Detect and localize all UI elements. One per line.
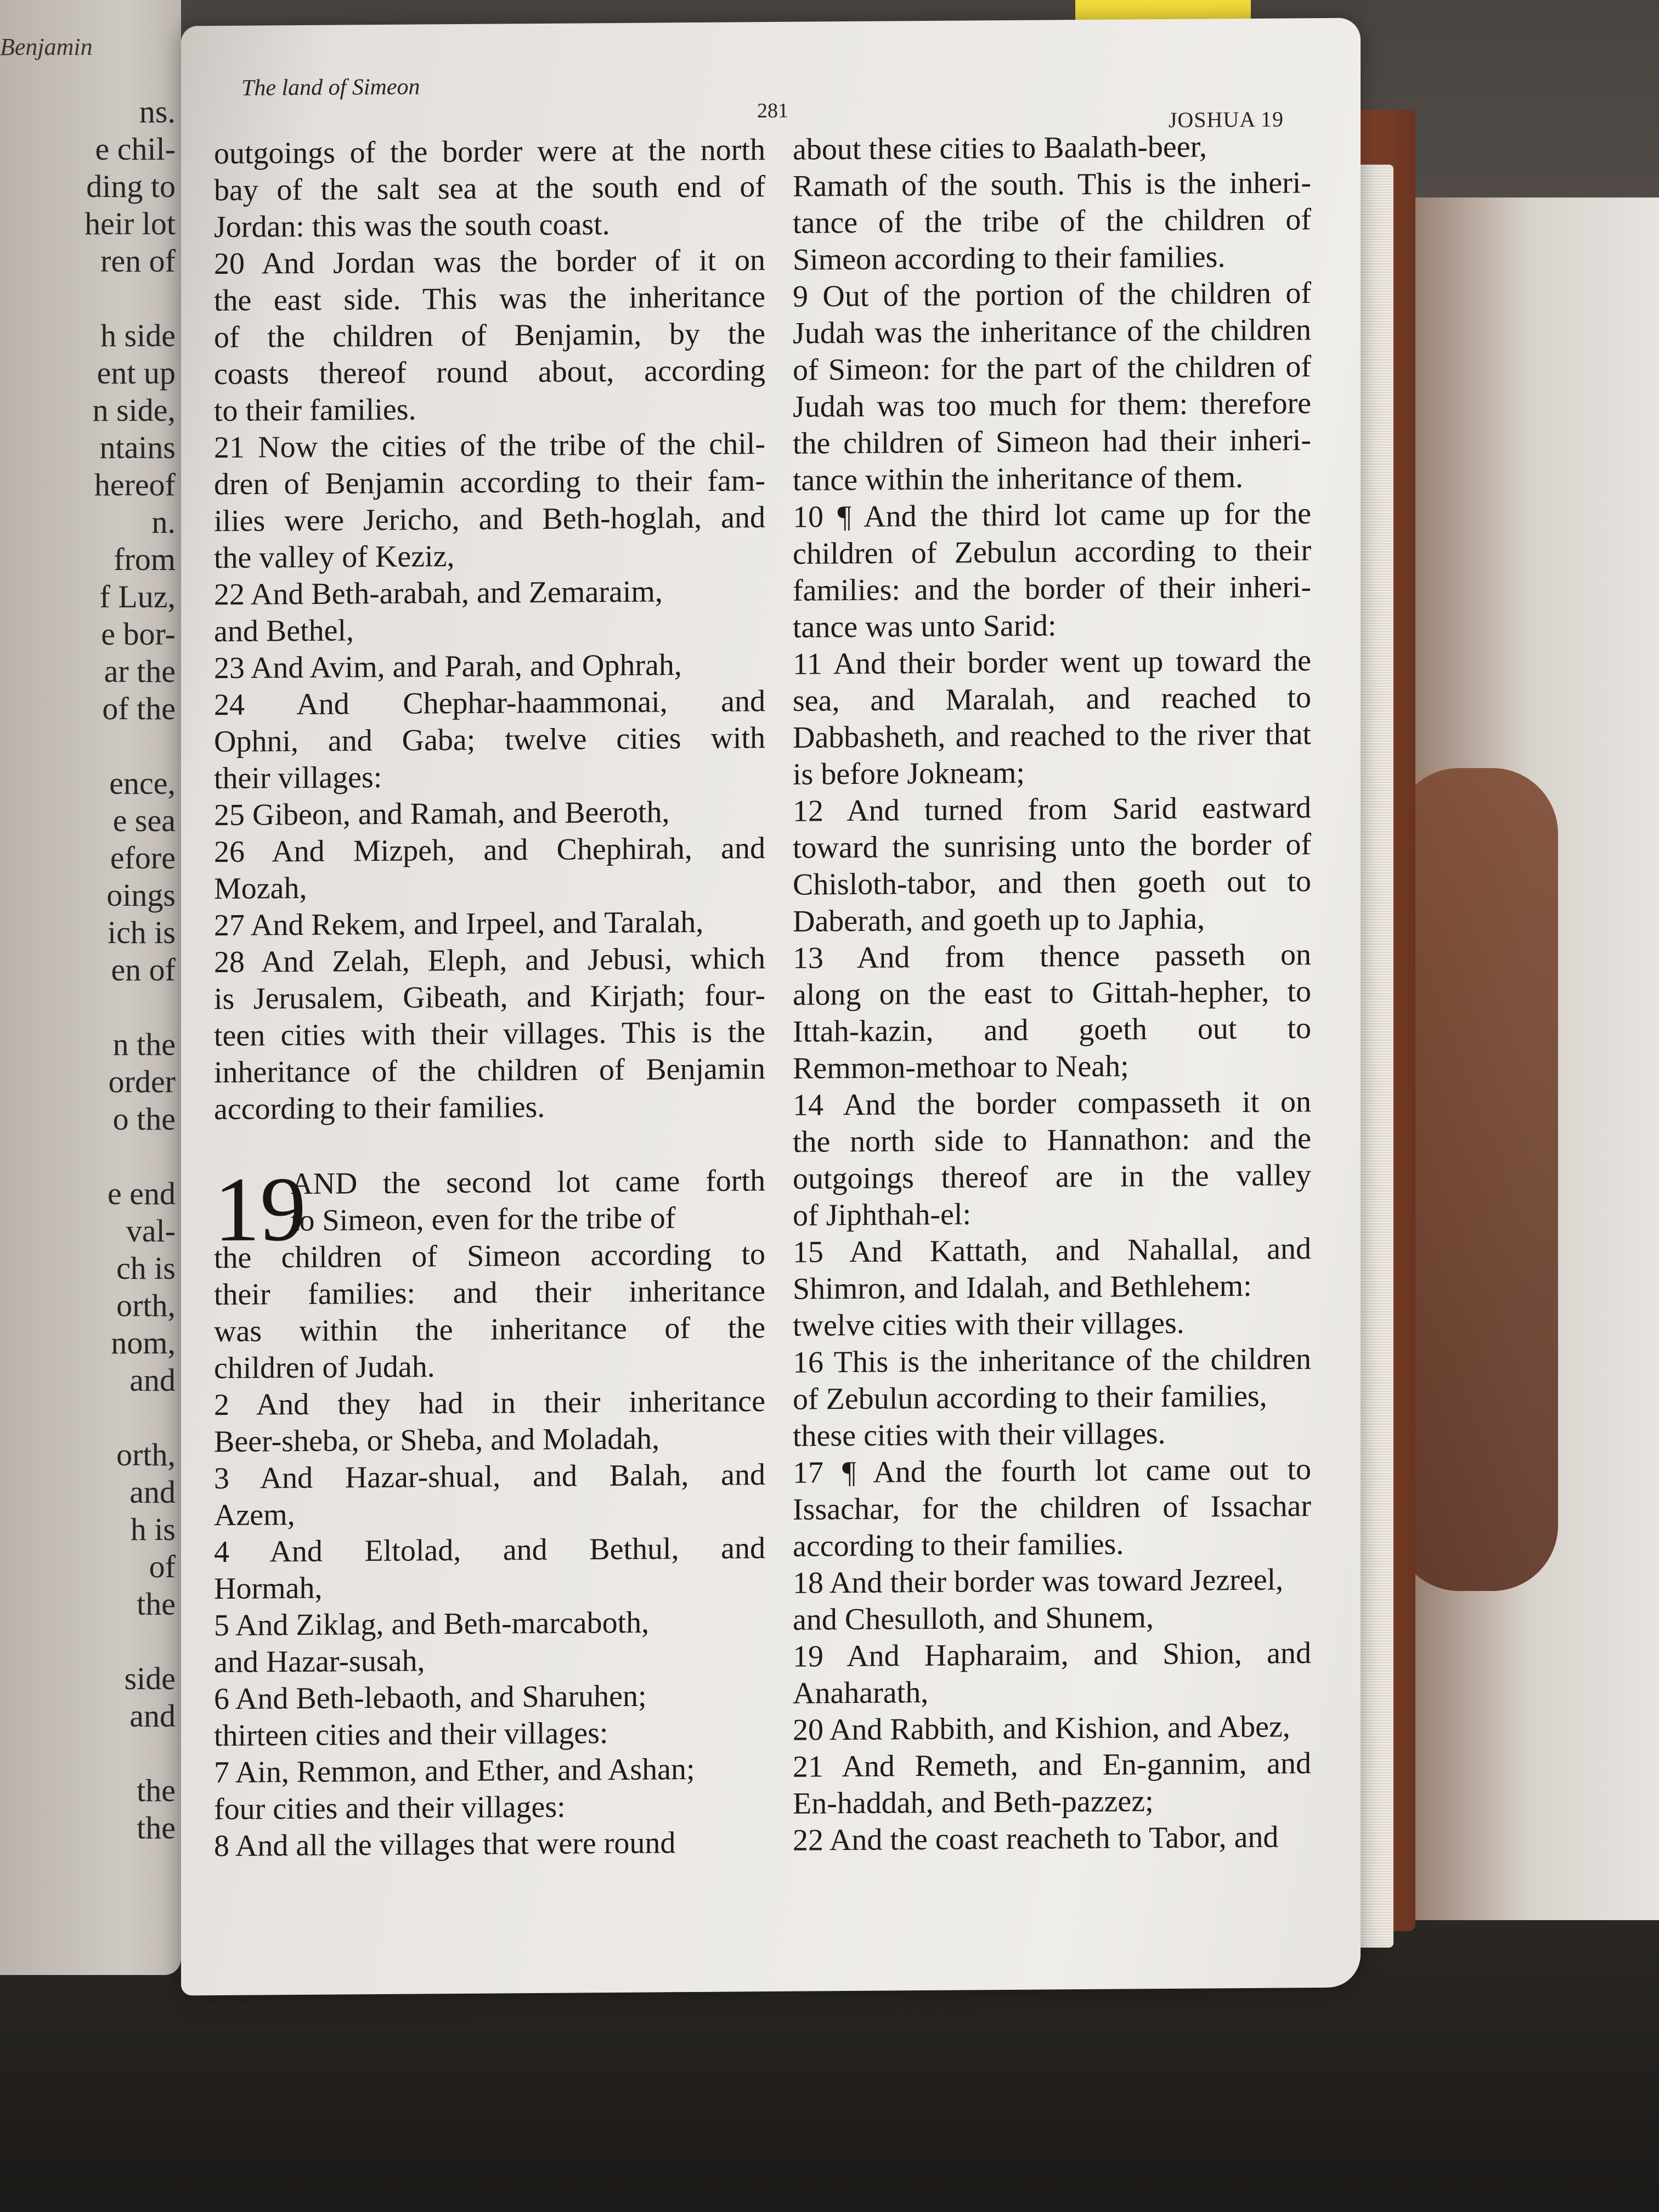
text-line: four cities and their villages: xyxy=(214,1790,566,1827)
left-page-fragment: e sea xyxy=(112,803,176,838)
left-page-fragment: and xyxy=(129,1698,176,1734)
left-page-fragment: from xyxy=(114,541,176,577)
text-line: was within the inheritance of the xyxy=(214,1311,765,1349)
left-page-fragment: the xyxy=(137,1810,176,1846)
left-page-fragment: the xyxy=(137,1586,176,1622)
text-line: 5 And Ziklag, and Beth-marcaboth, xyxy=(214,1605,650,1643)
text-line: ilies were Jericho, and Beth-hoglah, and xyxy=(214,500,765,539)
text-line: according to their families. xyxy=(214,1090,545,1127)
text-line: Issachar, for the children of Issachar xyxy=(793,1489,1311,1527)
left-page-fragment: o the xyxy=(112,1101,176,1137)
text-line: Ophni, and Gaba; twelve cities with xyxy=(214,721,765,759)
text-line: of Zebulun according to their families, xyxy=(793,1379,1267,1417)
left-page-fragment: orth, xyxy=(116,1288,176,1323)
text-line: 27 And Rekem, and Irpeel, and Taralah, xyxy=(214,905,704,943)
text-line: the children of Simeon had their inheri- xyxy=(793,423,1311,461)
text-line: outgoings of the border were at the north xyxy=(214,133,765,171)
left-page-fragment: h side xyxy=(100,318,176,353)
text-line: Remmon-methoar to Neah; xyxy=(793,1049,1129,1086)
text-line: 21 Now the cities of the tribe of the chil- xyxy=(214,427,765,465)
text-line: 3 And Hazar-shual, and Balah, and xyxy=(214,1458,765,1496)
left-page-fragment: e end xyxy=(108,1176,176,1211)
left-page xyxy=(0,0,181,1975)
text-line: their villages: xyxy=(214,760,382,796)
text-line: bay of the salt sea at the south end of xyxy=(214,170,765,208)
text-line: 7 Ain, Remmon, and Ether, and Ashan; xyxy=(214,1752,695,1790)
left-page-fragment: ent up xyxy=(97,355,176,391)
left-page-fragment: orth, xyxy=(116,1437,176,1472)
zebulun-issachar-passage xyxy=(793,128,1311,1859)
left-page-fragment: ntains xyxy=(99,430,176,465)
right-page xyxy=(181,18,1361,1995)
text-line: Beer-sheba, or Sheba, and Moladah, xyxy=(214,1421,660,1459)
text-line: 19 And Hapharaim, and Shion, and xyxy=(793,1636,1311,1674)
text-line: 14 And the border compasseth it on xyxy=(793,1085,1311,1122)
text-line: tance was unto Sarid: xyxy=(793,608,1057,645)
text-line: 13 And from thence passeth on xyxy=(793,938,1311,975)
chapter-number: 19 xyxy=(214,1158,306,1261)
left-page-fragment: and xyxy=(129,1362,176,1398)
text-line: is Jerusalem, Gibeath, and Kirjath; four- xyxy=(214,978,765,1017)
text-line: 6 And Beth-lebaoth, and Sharuhen; xyxy=(214,1679,647,1717)
text-line: 25 Gibeon, and Ramah, and Beeroth, xyxy=(214,795,670,833)
text-line: 4 And Eltolad, and Bethul, and xyxy=(214,1531,765,1570)
text-line: 21 And Remeth, and En-gannim, and xyxy=(793,1746,1311,1784)
text-line: Ramath of the south. This is the inheri- xyxy=(793,166,1311,204)
text-line: children of Zebulun according to their xyxy=(793,533,1311,571)
text-line: Ittah-kazin, and goeth out to xyxy=(793,1011,1311,1049)
text-line: thirteen cities and their villages: xyxy=(214,1716,608,1753)
text-line: 17 ¶ And the fourth lot came out to xyxy=(793,1452,1311,1490)
text-line: coasts thereof round about, according xyxy=(214,353,765,392)
text-line: 20 And Rabbith, and Kishion, and Abez, xyxy=(793,1709,1290,1747)
text-line: the north side to Hannathon: and the xyxy=(793,1121,1311,1159)
benjamin-passage xyxy=(214,132,765,1128)
text-line: 22 And Beth-arabah, and Zemaraim, xyxy=(214,574,663,612)
left-page-fragment: e bor- xyxy=(101,616,176,652)
text-line: toward the sunrising unto the border of xyxy=(793,827,1311,865)
left-page-fragment: ding to xyxy=(86,168,176,204)
left-page-fragment: nom, xyxy=(111,1325,176,1361)
left-page-fragment: en of xyxy=(111,952,176,988)
text-line: and Chesulloth, and Shunem, xyxy=(793,1600,1154,1637)
text-line: the east side. This was the inheritance xyxy=(214,280,765,318)
left-page-fragment: n. xyxy=(151,504,176,540)
text-line: 16 This is the inheritance of the children xyxy=(793,1342,1311,1380)
page-number: 281 xyxy=(757,99,788,123)
text-line: of Simeon: for the part of the children of xyxy=(793,349,1311,387)
left-page-fragment: ns. xyxy=(139,94,176,129)
left-page-fragment: side xyxy=(124,1661,176,1696)
text-line: AND the second lot came forth xyxy=(291,1164,765,1201)
text-line: 9 Out of the portion of the children of xyxy=(793,276,1311,314)
left-page-fragment: ar the xyxy=(104,653,176,689)
text-line: 20 And Jordan was the border of it on xyxy=(214,243,765,281)
text-line: 24 And Chephar-haammonai, and xyxy=(214,684,765,723)
text-line: En-haddah, and Beth-pazzez; xyxy=(793,1784,1154,1821)
text-line: to Simeon, even for the tribe of xyxy=(291,1201,676,1238)
text-column-right xyxy=(793,128,1311,1859)
left-page-fragment: oings xyxy=(106,877,176,913)
left-page-fragment: val- xyxy=(126,1213,176,1249)
text-line: 8 And all the villages that were round xyxy=(214,1826,676,1864)
left-page-fragment: h is xyxy=(130,1511,176,1547)
text-column-left xyxy=(214,132,765,1865)
text-line: Judah was too much for them: therefore xyxy=(793,386,1311,424)
text-line: dren of Benjamin according to their fam- xyxy=(214,464,765,502)
text-line: twelve cities with their villages. xyxy=(793,1306,1184,1343)
text-line: 23 And Avim, and Parah, and Ophrah, xyxy=(214,648,682,686)
text-line: Shimron, and Idalah, and Bethlehem: xyxy=(793,1268,1252,1306)
text-line: about these cities to Baalath-beer, xyxy=(793,129,1207,167)
running-title: The land of Simeon xyxy=(241,74,420,101)
left-page-fragment: ch is xyxy=(116,1250,176,1286)
text-line: Judah was the inheritance of the children xyxy=(793,313,1311,351)
book-reference: JOSHUA 19 xyxy=(1168,106,1284,132)
text-line: and Hazar-susah, xyxy=(214,1644,425,1680)
text-line: 10 ¶ And the third lot came up for the xyxy=(793,496,1311,534)
text-line: 28 And Zelah, Eleph, and Jebusi, which xyxy=(214,941,765,980)
text-line: 2 And they had in their inheritance xyxy=(214,1384,765,1423)
text-line: according to their families. xyxy=(793,1527,1124,1564)
left-page-fragment: order xyxy=(108,1064,176,1099)
text-line: Dabbasheth, and reached to the river that xyxy=(793,717,1311,755)
left-page-fragment: f Luz, xyxy=(99,579,176,614)
left-page-fragment: heir lot xyxy=(84,206,176,241)
text-line: 18 And their border was toward Jezreel, xyxy=(793,1562,1284,1600)
text-line: Chisloth-tabor, and then goeth out to xyxy=(793,864,1311,902)
simeon-passage xyxy=(214,1236,765,1865)
text-line: Mozah, xyxy=(214,871,307,906)
text-line: Jordan: this was the south coast. xyxy=(214,207,610,245)
text-line: outgoings thereof are in the valley xyxy=(793,1158,1311,1196)
text-line: tance of the tribe of the children of xyxy=(793,202,1311,240)
left-page-fragment: and xyxy=(129,1474,176,1510)
left-page-fragment: hereof xyxy=(94,467,176,503)
text-line: children of Judah. xyxy=(214,1350,435,1386)
text-line: 26 And Mizpeh, and Chephirah, and xyxy=(214,831,765,870)
text-line: sea, and Maralah, and reached to xyxy=(793,680,1311,718)
text-line: Daberath, and goeth up to Japhia, xyxy=(793,901,1205,939)
text-line: along on the east to Gittah-hepher, to xyxy=(793,974,1311,1012)
left-page-fragment: n side, xyxy=(92,392,176,428)
text-line: to their families. xyxy=(214,392,416,428)
text-line: 12 And turned from Sarid eastward xyxy=(793,791,1311,828)
left-page-fragment: n the xyxy=(112,1026,176,1062)
text-line: Hormah, xyxy=(214,1571,323,1606)
text-line: families: and the border of their inheri- xyxy=(793,570,1311,608)
text-line: of the children of Benjamin, by the xyxy=(214,317,765,355)
left-page-fragment: e chil- xyxy=(95,131,176,167)
text-line: the valley of Keziz, xyxy=(214,539,455,575)
text-line: 11 And their border went up toward the xyxy=(793,644,1311,681)
left-page-fragment: the xyxy=(137,1773,176,1808)
left-page-fragment: efore xyxy=(110,840,176,876)
text-line: Azem, xyxy=(214,1498,295,1533)
text-line: 22 And the coast reacheth to Tabor, and xyxy=(793,1820,1279,1858)
text-line: Simeon according to their families. xyxy=(793,240,1226,277)
text-line: tance within the inheritance of them. xyxy=(793,460,1244,498)
left-page-fragment: ich is xyxy=(107,915,176,950)
text-line: and Bethel, xyxy=(214,613,354,649)
left-page-header: Benjamin xyxy=(0,33,93,60)
text-line: is before Jokneam; xyxy=(793,755,1025,792)
left-page-fragment: of xyxy=(149,1549,176,1584)
text-line: of Jiphthah-el: xyxy=(793,1197,972,1233)
text-line: Anaharath, xyxy=(793,1675,929,1711)
text-line: teen cities with their villages. This is the xyxy=(214,1015,765,1053)
text-line: their families: and their inheritance xyxy=(214,1274,765,1312)
left-page-fragment: ren of xyxy=(100,243,176,279)
text-line: these cities with their villages. xyxy=(793,1416,1166,1453)
chair-arm xyxy=(1393,768,1558,1591)
text-line: 15 And Kattath, and Nahallal, and xyxy=(793,1232,1311,1269)
left-page-fragment: ence, xyxy=(109,765,176,801)
text-line: the children of Simeon according to xyxy=(214,1237,765,1276)
left-page-fragment: of the xyxy=(102,691,176,726)
text-line: inheritance of the children of Benjamin xyxy=(214,1052,765,1090)
